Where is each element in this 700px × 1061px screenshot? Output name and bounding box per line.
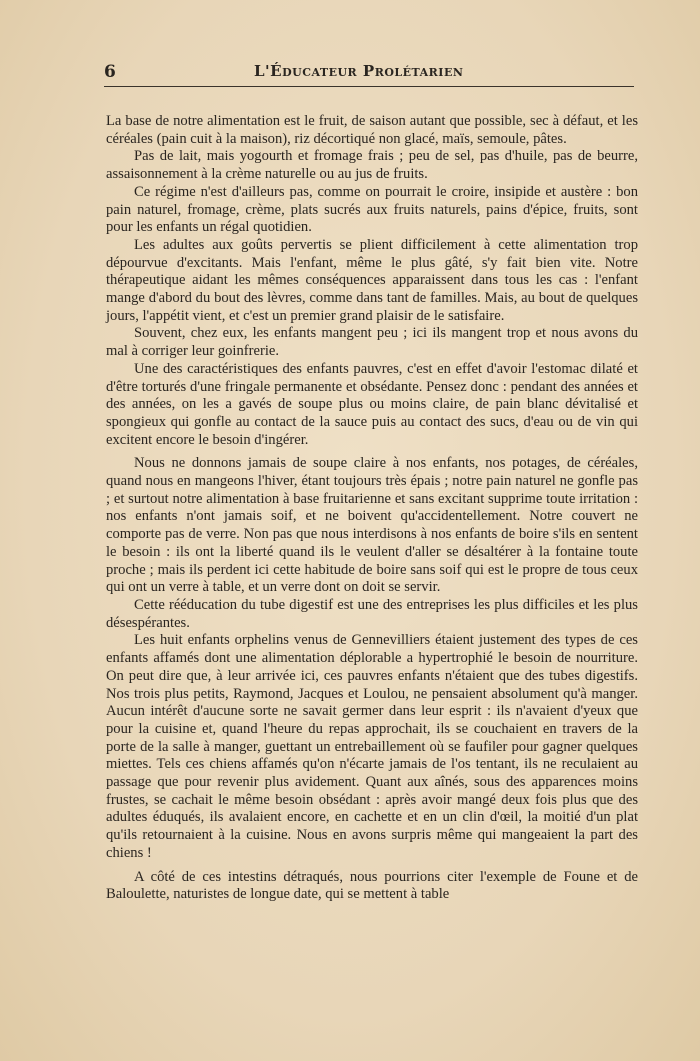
paragraph: Les adultes aux goûts pervertis se plient difficilement à cette alimentation trop dépourvue d'excitants. Mais l'enfant, même le plus gâté, s'y fait bien vite. Notre thérapeutique aidant les mêmes conséquences apparaissent dans tous les cas : l'enfant mange d'abord du bout des lèvres, comme dans tant de familles. Mais, au bout de quelques jours, l'appétit vient, et c'est un premier grand plaisir de le satisfaire. — [106, 236, 638, 324]
paragraph: Nous ne donnons jamais de soupe claire à nos enfants, nos potages, de céréales, quand nous en mangeons l'hiver, étant toujours très épais ; notre pain naturel ne gonfle pas ; et surtout notre alimentation à base fruitarienne et sans excitant supprime toute irritation : nos enfants n'ont jamais soif, et ne boivent qu'accidentellement. Notre couvert ne comporte pas de verre. Non pas que nous interdisons à nos enfants de boire s'ils en sentent le besoin : ils ont la liberté quand ils le veulent d'aller se désaltérer à la fontaine toute proche ; mais ils perdent ici cette habitude de boire sans soif qui est le propre de tous ceux qui ont un verre à table, et un verre dont on doit se servir. — [106, 455, 638, 596]
paragraph: A côté de ces intestins détraqués, nous pourrions citer l'exemple de Foune et de Baloulette, naturistes de longue date, qui se mettent à table — [106, 868, 638, 903]
header-rule — [104, 86, 634, 87]
paragraph: La base de notre alimentation est le fruit, de saison autant que possible, sec à défaut, et les céréales (pain cuit à la maison), riz décortiqué non glacé, maïs, semoule, pâtes. — [106, 113, 638, 147]
paragraph: Une des caractéristiques des enfants pauvres, c'est en effet d'avoir l'estomac dilaté et d'être torturés d'une fringale permanente et obsédante. Pensez donc : pendant des années et des années, on les a gavés de soupe plus ou moins claire, de pain blanc dévitalisé et spongieux qui gonfle au contact de la sauce puis au contact des sucs, d'eau ou de vin qui excitent encore le besoin d'ingérer. — [106, 360, 638, 448]
paragraph: Les huit enfants orphelins venus de Gennevilliers étaient justement des types de ces enfants affamés dont une alimentation déplorable a hypertrophié le besoin de nourriture. On peut dire que, à leur arrivée ici, ces pauvres enfants n'étaient que des tubes digestifs. Nos trois plus petits, Raymond, Jacques et Loulou, ne pensaient absolument qu'à manger. Aucun intérêt d'aucune sorte ne savait germer dans leur esprit : ils n'avaient d'yeux que pour la cuisine et, quand l'heure du repas approchait, ils se couchaient en travers de la porte de la salle à manger, guettant un entrebaillement où se faufiler pour gagner quelques miettes. Tels ces chiens affamés qu'on n'écarte jamais de l'os tentant, ils ne reculaient au passage que pour revenir plus avidement. Quant aux aînés, sous des apparences moins frustes, se cachait le même besoin obsédant : après avoir mangé deux fois plus que des adultes éduqués, ils avalaient encore, en cachette et en un clin d'œil, la moitié d'un plat qu'ils retournaient à la cuisine. Nous en avons surpris même qui mangeaient la part des chiens ! — [106, 632, 638, 861]
running-title: L'Éducateur Prolétarien — [254, 62, 464, 80]
paragraph: Cette rééducation du tube digestif est une des entreprises les plus difficiles et les plus désespérantes. — [106, 596, 638, 631]
page-header — [104, 60, 634, 88]
paragraph: Pas de lait, mais yogourth et fromage frais ; peu de sel, pas d'huile, pas de beurre, assaisonnement à la crème naturelle ou au jus de fruits. — [106, 148, 638, 183]
paragraph: Souvent, chez eux, les enfants mangent peu ; ici ils mangent trop et nous avons du mal à corriger leur goinfrerie. — [106, 325, 638, 360]
body-text — [106, 113, 638, 904]
page-number: 6 — [104, 62, 116, 82]
paragraph: Ce régime n'est d'ailleurs pas, comme on pourrait le croire, insipide et austère : bon pain naturel, fromage, crème, plats sucrés aux fruits naturels, pains d'épice, fruits, sont pour les enfants un régal quotidien. — [106, 183, 638, 236]
